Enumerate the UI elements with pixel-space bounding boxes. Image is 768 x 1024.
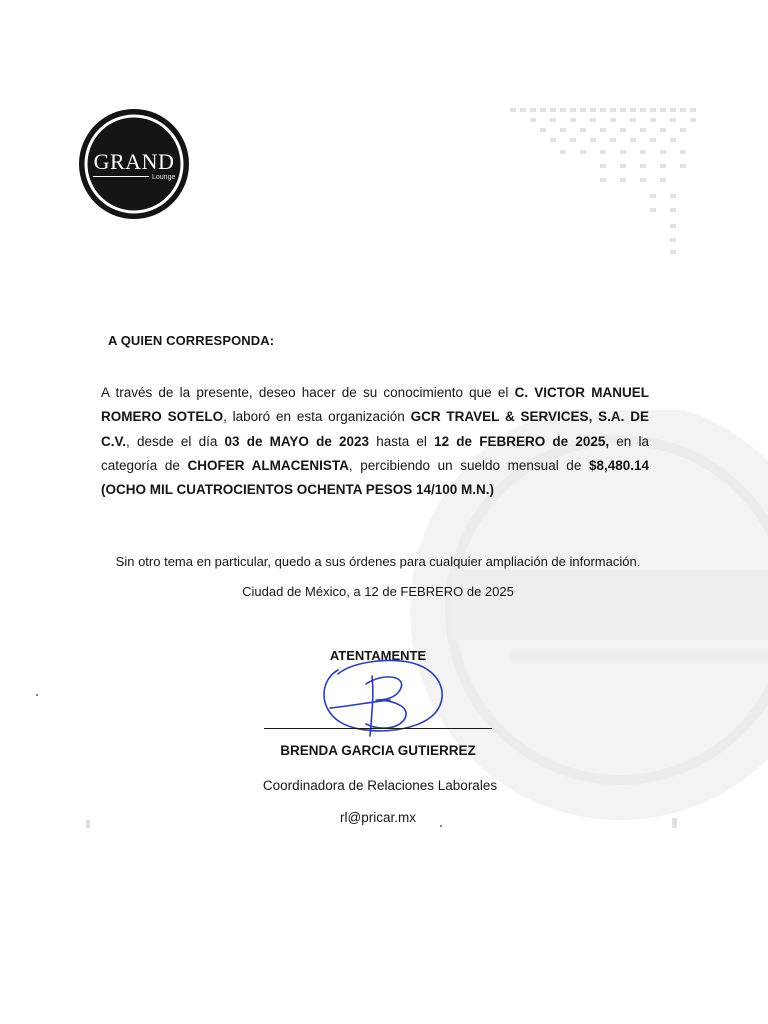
salary-in-words: (OCHO MIL CUATROCIENTOS OCHENTA PESOS 14/100 M.N.): [101, 482, 495, 498]
body-text-6: , percibiendo un sueldo mensual de: [348, 457, 589, 473]
scan-speck: [440, 825, 442, 827]
logo-wordmark: GRAND: [93, 149, 175, 174]
end-date: 12 de FEBRERO de 2025,: [434, 433, 610, 449]
body-text-3: , desde el día: [126, 433, 225, 449]
body-text-1: A través de la presente, deseo hacer de su conocimiento que el: [101, 385, 515, 400]
employee-name: C. VICTOR MANUEL ROMERO SOTELO: [101, 385, 649, 425]
start-date: 03 de MAYO de 2023: [224, 433, 370, 449]
watermark-dots: [470, 108, 700, 258]
company-name: GCR TRAVEL & SERVICES, S.A. DE C.V.: [101, 409, 649, 449]
signer-name: BRENDA GARCIA GUTIERREZ: [280, 743, 476, 758]
body-text-4: hasta el: [369, 433, 435, 449]
place-and-date: Ciudad de México, a 12 de FEBRERO de 2025: [242, 584, 514, 599]
logo-divider: [93, 176, 149, 177]
handwritten-signature: [300, 650, 460, 745]
scan-speck: [86, 820, 90, 828]
regards-heading: ATENTAMENTE: [329, 648, 427, 663]
closing-line: Sin otro tema en particular, quedo a sus órdenes para cualquier ampliación de información.: [115, 554, 641, 569]
job-position: CHOFER ALMACENISTA: [187, 457, 349, 473]
salary-amount: $8,480.14: [588, 457, 649, 473]
signature-line: [264, 728, 492, 729]
body-text-5: en la categoría de: [101, 433, 649, 473]
company-logo: [78, 108, 190, 220]
salutation: A QUIEN CORRESPONDA:: [108, 333, 275, 348]
scan-speck: [36, 694, 38, 696]
signer-email: rl@pricar.mx: [340, 810, 416, 825]
body-paragraph: [101, 381, 649, 502]
scan-speck: [672, 818, 677, 828]
logo-subtitle: Lounge: [152, 174, 176, 181]
signer-role: Coordinadora de Relaciones Laborales: [262, 778, 498, 793]
body-text-2: , laboró en esta organización: [223, 409, 411, 425]
